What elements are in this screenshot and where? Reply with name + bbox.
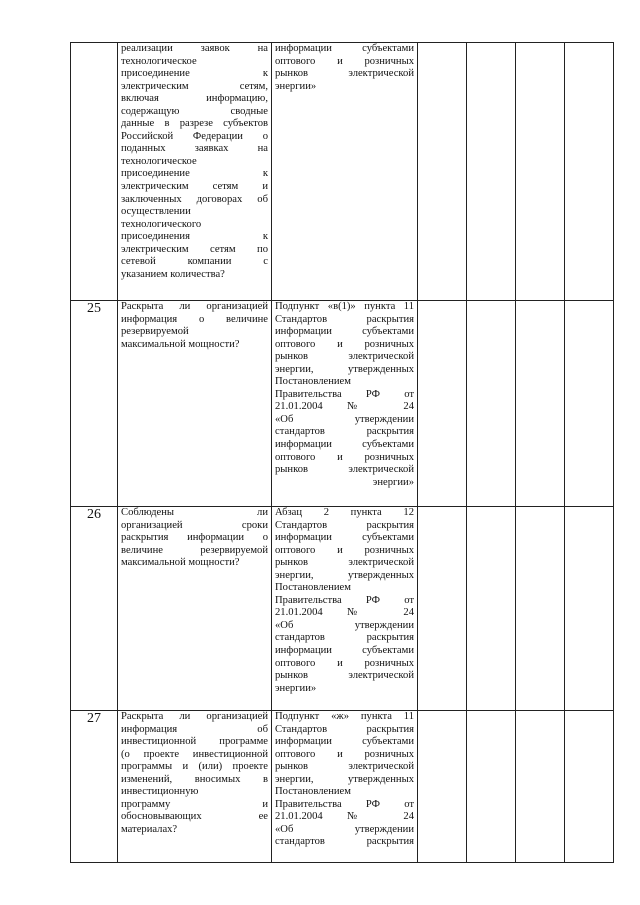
text-line: Постановлением [275,376,351,388]
text-line: информации субъектами [275,532,414,544]
table-body [71,43,614,863]
text-line: содержащую сводные [121,105,268,117]
empty-cell [565,301,614,507]
checklist-table [70,42,614,863]
text-line: рынков электрической [275,351,414,363]
text-line: технологического [121,218,202,230]
text-line: рынков электрической [275,761,414,773]
criterion-cell [118,301,272,507]
empty-cell [418,507,467,711]
text-line: организацией сроки [121,519,268,531]
text-line: энергии» [372,476,414,488]
text-line: рынков электрической [275,670,414,682]
text-line: присоединение к [121,68,268,80]
text-line: Стандартов раскрытия [275,313,414,325]
text-line: данные в разрезе субъектов [121,118,268,130]
table-row [71,43,614,301]
empty-cell [565,711,614,863]
text-line: указанием количества? [121,268,225,280]
text-line: программы и (или) проекте [121,761,268,773]
text-line: Подпункт «в(1)» пункта 11 [275,301,414,312]
text-line: электрическим сетям, [121,80,268,92]
row-number: 26 [71,507,118,711]
text-line: оптового и розничных [275,338,414,350]
empty-cell [467,301,516,507]
text-line: электрическим сетям по [121,243,268,255]
text-line: информации субъектами [275,326,414,338]
text-line: «Об утверждении [275,823,414,835]
text-line: 21.01.2004 № 24 [275,811,414,823]
text-line: величине резервируемой [121,544,268,556]
text-line: Стандартов раскрытия [275,519,414,531]
text-line: Стандартов раскрытия [275,723,414,735]
text-line: стандартов раскрытия [275,426,414,438]
text-line: Подпункт «ж» пункта 11 [275,711,414,722]
text-line: Постановлением [275,582,351,594]
text-line: информация о величине [121,313,268,325]
text-line: 21.01.2004 № 24 [275,401,414,413]
text-line: оптового и розничных [275,544,414,556]
text-line: «Об утверждении [275,619,414,631]
criterion-cell [118,711,272,863]
row-number: 25 [71,301,118,507]
legal-basis-cell [272,711,418,863]
row-number: 27 [71,711,118,863]
text-line: материалах? [121,823,178,835]
empty-cell [516,711,565,863]
empty-cell [516,507,565,711]
text-line: информации субъектами [275,439,414,451]
text-line: Правительства РФ от [275,798,414,810]
text-line: рынков электрической [275,68,414,80]
table-row [71,711,614,863]
text-line: инвестиционной программе [121,736,268,748]
text-line: поданных заявках на [121,143,268,155]
table-row [71,507,614,711]
legal-basis-cell [272,507,418,711]
text-line: Соблюдены ли [121,507,268,518]
text-line: информации субъектами [275,43,414,54]
criterion-cell [118,507,272,711]
legal-basis-cell [272,43,418,301]
text-line: программу и [121,798,268,810]
text-line: электрическим сетям и [121,181,268,193]
text-line: раскрытия информации о [121,532,268,544]
text-line: энергии, утвержденных [275,773,414,785]
text-line: Раскрыта ли организацией [121,711,268,722]
text-line: (о проекте инвестиционной [121,748,268,760]
text-line: энергии» [275,682,317,694]
empty-cell [418,43,467,301]
text-line: осуществлении [121,206,191,218]
row-number [71,43,118,301]
text-line: максимальной мощности? [121,338,240,350]
empty-cell [418,301,467,507]
text-line: 21.01.2004 № 24 [275,607,414,619]
text-line: «Об утверждении [275,413,414,425]
empty-cell [467,507,516,711]
text-line: включая информацию, [121,93,268,105]
text-line: сетевой компании с [121,256,268,268]
text-line: стандартов раскрытия [275,836,414,848]
empty-cell [565,43,614,301]
text-line: стандартов раскрытия [275,632,414,644]
text-line: оптового и розничных [275,55,414,67]
text-line: технологическое [121,155,197,167]
text-line: Постановлением [275,786,351,798]
text-line: максимальной мощности? [121,557,240,569]
text-line: Российской Федерации о [121,130,268,142]
text-line: присоединение к [121,168,268,180]
text-line: информация об [121,723,268,735]
table-row [71,301,614,507]
empty-cell [565,507,614,711]
text-line: информации субъектами [275,736,414,748]
text-line: Абзац 2 пункта 12 [275,507,414,518]
text-line: рынков электрической [275,557,414,569]
text-line: обосновывающих ее [121,811,268,823]
text-line: заключенных договорах об [121,193,268,205]
criterion-cell [118,43,272,301]
text-line: оптового и розничных [275,657,414,669]
text-line: присоединения к [121,231,268,243]
text-line: Правительства РФ от [275,388,414,400]
text-line: Правительства РФ от [275,594,414,606]
text-line: информации субъектами [275,645,414,657]
text-line: Раскрыта ли организацией [121,301,268,312]
text-line: оптового и розничных [275,748,414,760]
empty-cell [467,43,516,301]
text-line: энергии, утвержденных [275,363,414,375]
text-line: изменений, вносимых в [121,773,268,785]
text-line: реализации заявок на [121,43,268,54]
text-line: технологическое [121,55,197,67]
text-line: энергии, утвержденных [275,569,414,581]
text-line: резервируемой [121,326,189,338]
text-line: энергии» [275,80,317,92]
empty-cell [516,301,565,507]
legal-basis-cell [272,301,418,507]
text-line: оптового и розничных [275,451,414,463]
text-line: инвестиционную [121,786,199,798]
empty-cell [467,711,516,863]
empty-cell [418,711,467,863]
empty-cell [516,43,565,301]
text-line: рынков электрической [275,464,414,476]
